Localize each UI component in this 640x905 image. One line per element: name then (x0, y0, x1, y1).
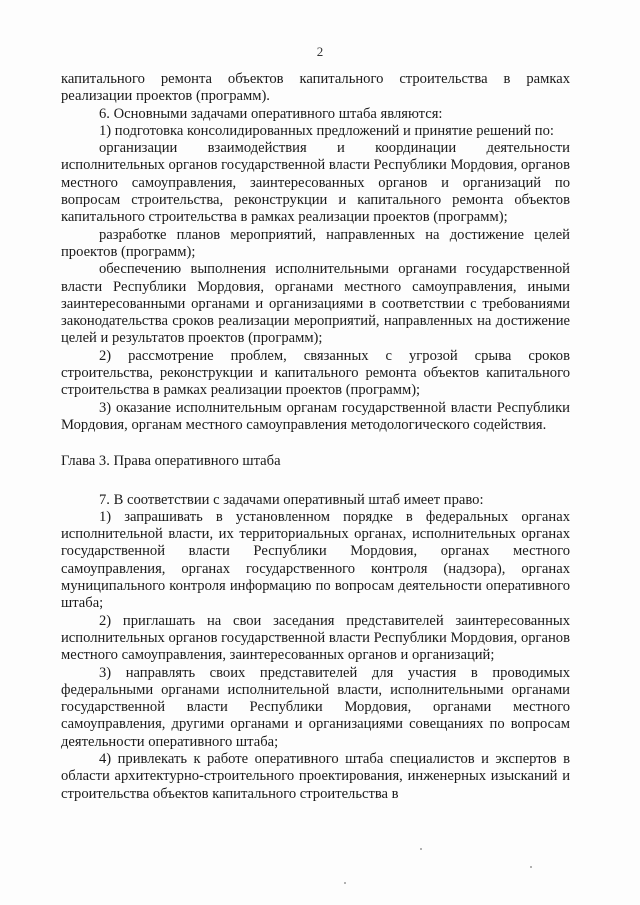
paragraph: 3) направлять своих представителей для участия в проводимых федеральными органами исполнительной власти, исполнительными органами государственной власти Республики Мордовия, органами местного самоуправления, другими органами и организациями совещаниях по вопросам деятельности оперативного штаба; (61, 664, 570, 750)
paragraph: обеспечению выполнения исполнительными органами государственной власти Республики Мордовия, органами местного самоуправления, иными заинтересованными органами и организациями в соответствии с требованиями законодательства сроков реализации мероприятий, направленных на достижение целей и результатов проектов (программ); (61, 261, 570, 347)
paragraph: 1) подготовка консолидированных предложений и принятие решений по: (99, 122, 554, 139)
paragraph: 6. Основными задачами оперативного штаба являются: (99, 105, 443, 122)
paragraph: 2) приглашать на свои заседания представителей заинтересованных исполнительных органов государственной власти Республики Мордовия, органов местного самоуправления, заинтересованных органов и организаций; (61, 612, 570, 664)
scan-speck (344, 882, 346, 884)
document-body (61, 71, 570, 803)
paragraph: разработке планов мероприятий, направленных на достижение целей проектов (программ); (61, 226, 570, 260)
paragraph: организации взаимодействия и координации деятельности исполнительных органов государственной власти Республики Мордовия, органов местного самоуправления, заинтересованных органов и организаций по вопросам строительства, реконструкции и капитального ремонта объектов капитального строительства в рамках реализации проектов (программ); (61, 140, 570, 226)
paragraph: 3) оказание исполнительным органам государственной власти Республики Мордовия, органам местного самоуправления методологического содействия. (61, 399, 570, 433)
paragraph: 7. В соответствии с задачами оперативный штаб имеет право: (99, 491, 484, 508)
paragraph: капитального ремонта объектов капитального строительства в рамках реализации проектов (программ). (61, 71, 570, 105)
paragraph: 4) привлекать к работе оперативного штаба специалистов и экспертов в области архитектурно-строительного проектирования, инженерных изысканий и строительства объектов капитального строительства в (61, 750, 570, 802)
section-tasks (61, 71, 570, 434)
page-number: 2 (316, 44, 324, 59)
chapter-heading: Глава 3. Права оперативного штаба (61, 453, 281, 470)
section-rights (61, 492, 570, 803)
scan-speck (420, 848, 422, 850)
paragraph: 2) рассмотрение проблем, связанных с угрозой срыва сроков строительства, реконструкции и капитального ремонта объектов капитального строительства в рамках реализации проектов (программ); (61, 347, 570, 399)
paragraph: 1) запрашивать в установленном порядке в федеральных органах исполнительной власти, их территориальных органах, исполнительных органах государственной власти Республики Мордовия, органах местного самоуправления, органах государственного контроля (надзора), органах муниципального контроля информацию по вопросам деятельности оперативного штаба; (61, 508, 570, 612)
scan-speck (530, 866, 532, 868)
